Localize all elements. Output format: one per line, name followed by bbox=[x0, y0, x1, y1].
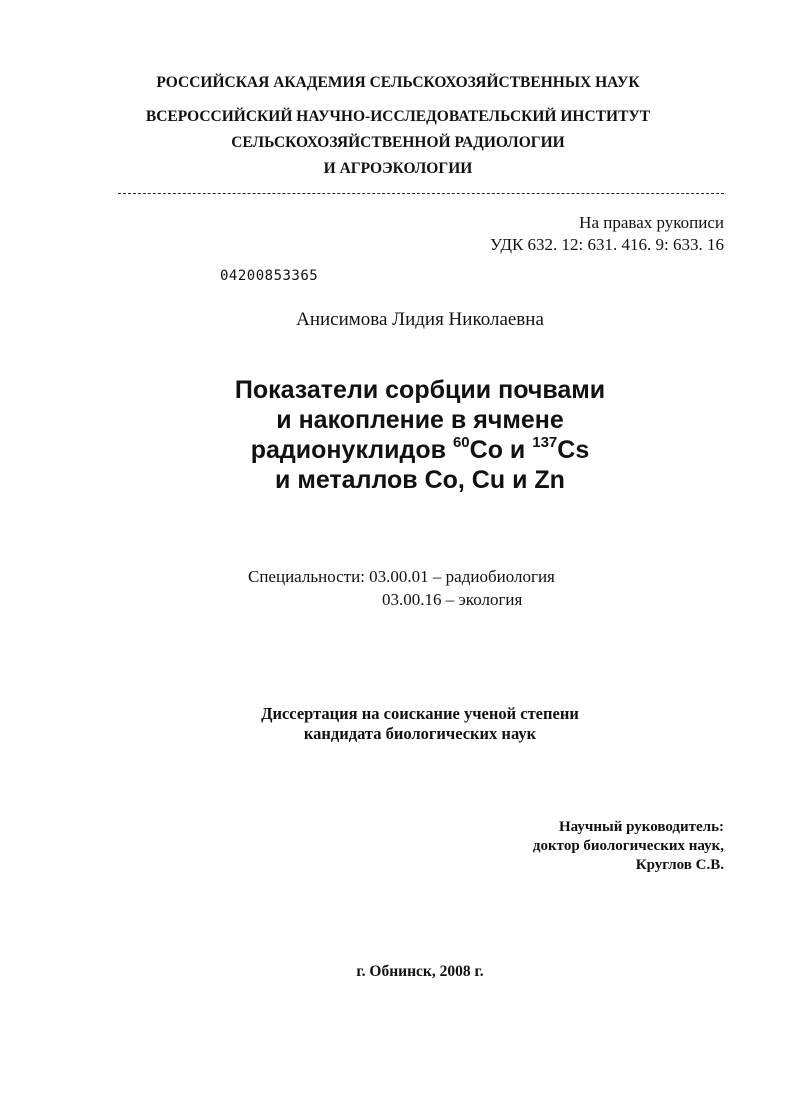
manuscript-rights-note: На правах рукописи bbox=[579, 213, 724, 232]
institute-name-line-2: СЕЛЬСКОХОЗЯЙСТВЕННОЙ РАДИОЛОГИИ bbox=[231, 134, 565, 151]
title-line-3-prefix: радионуклидов bbox=[250, 436, 453, 464]
title-line-3-suffix: Cs bbox=[557, 436, 590, 464]
cesium-isotope-mass: 137 bbox=[532, 434, 558, 451]
supervisor-degree: доктор биологических наук, bbox=[532, 838, 724, 854]
title-line-3-mid: Co и bbox=[469, 436, 533, 464]
institute-name-line-3: И АГРОЭКОЛОГИИ bbox=[323, 160, 473, 177]
specialty-line-2: 03.00.16 – экология bbox=[382, 590, 523, 609]
title-line-4: и металлов Co, Cu и Zn bbox=[275, 466, 565, 494]
city-year: г. Обнинск, 2008 г. bbox=[356, 963, 484, 980]
academy-name: РОССИЙСКАЯ АКАДЕМИЯ СЕЛЬСКОХОЗЯЙСТВЕННЫХ НАУК bbox=[156, 74, 640, 91]
header-divider bbox=[118, 193, 724, 194]
dissertation-line-2: кандидата биологических наук bbox=[303, 724, 537, 743]
author-name: Анисимова Лидия Николаевна bbox=[296, 309, 544, 330]
supervisor-name: Круглов С.В. bbox=[635, 857, 724, 873]
dissertation-line-1: Диссертация на соискание ученой степени bbox=[261, 704, 579, 723]
cobalt-isotope-mass: 60 bbox=[452, 434, 470, 451]
title-line-2: и накопление в ячмене bbox=[276, 406, 564, 434]
specialty-line-1: Специальности: 03.00.01 – радиобиология bbox=[248, 567, 555, 586]
catalog-number: 04200853365 bbox=[220, 268, 319, 284]
title-line-1: Показатели сорбции почвами bbox=[234, 376, 606, 404]
supervisor-label: Научный руководитель: bbox=[559, 819, 724, 835]
institute-name-line-1: ВСЕРОССИЙСКИЙ НАУЧНО-ИССЛЕДОВАТЕЛЬСКИЙ ИНСТИТУТ bbox=[145, 108, 651, 125]
title-line-3 bbox=[0, 436, 796, 465]
udc-code: УДК 632. 12: 631. 416. 9: 633. 16 bbox=[490, 235, 724, 254]
